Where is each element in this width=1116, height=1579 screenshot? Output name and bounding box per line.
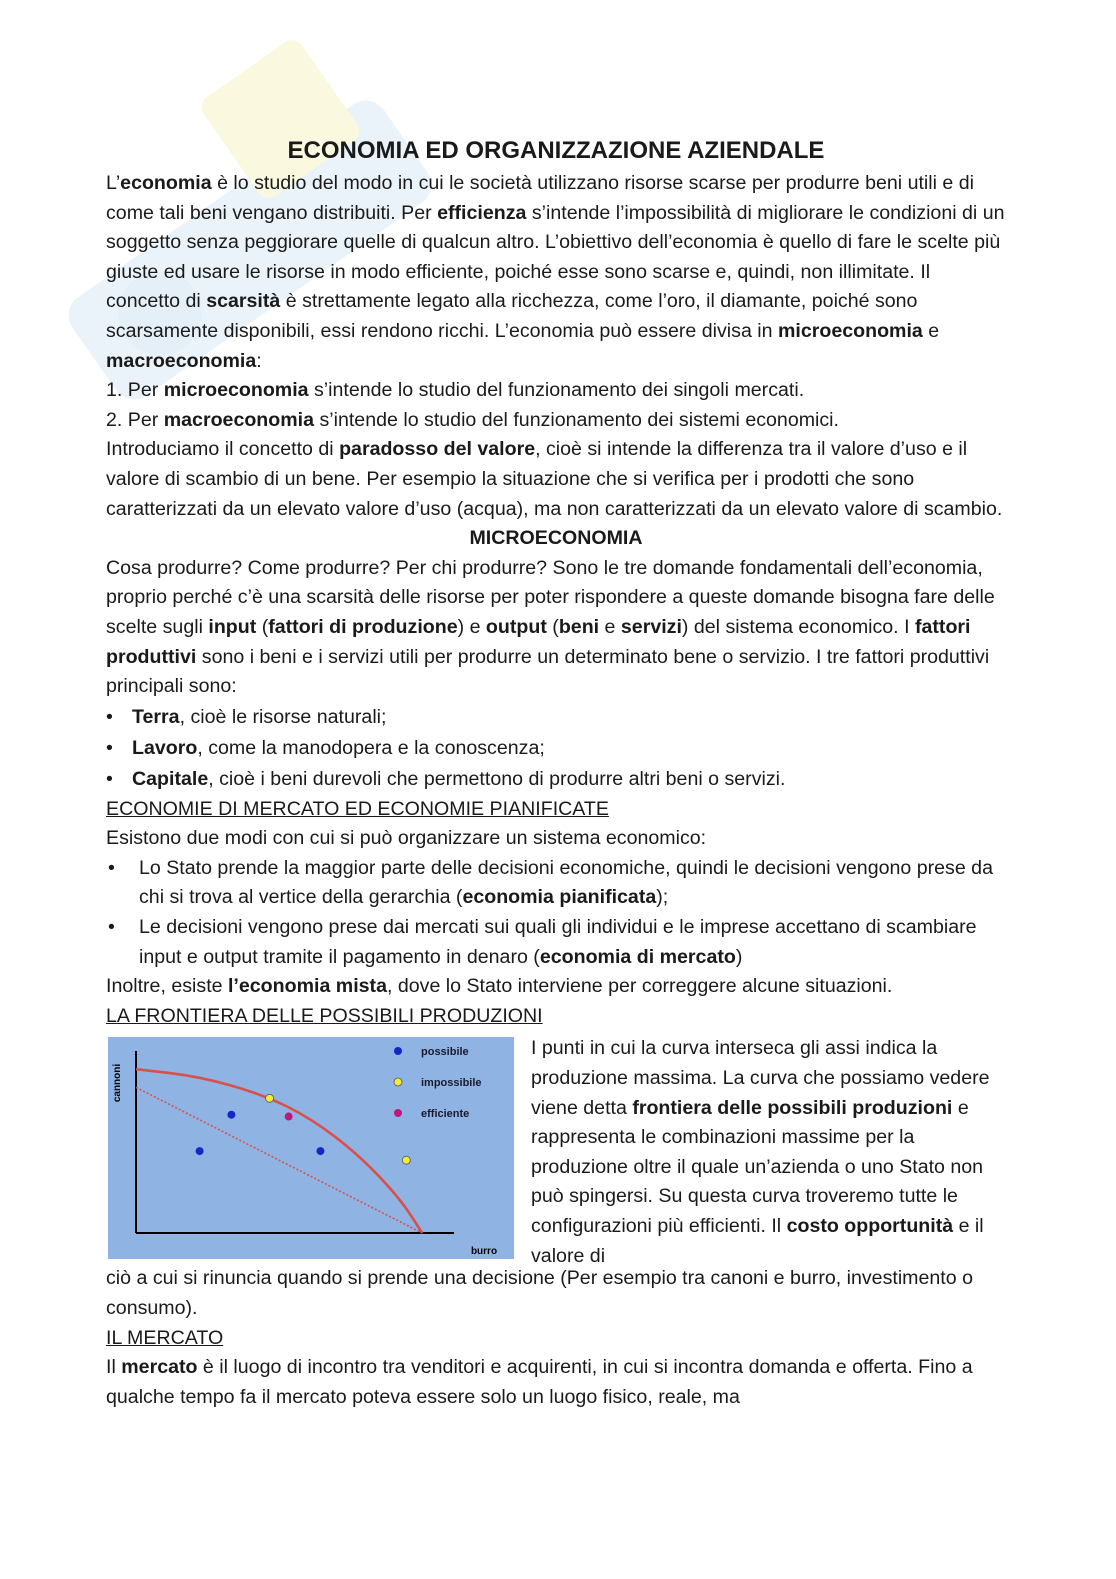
frontier-continuation: ciò a cui si rinuncia quando si prende una decisione (Per esempio tra canoni e burro, investimento o consumo). [106,1267,973,1320]
x-axis-label: burro [470,1246,498,1258]
legend-marker-efficiente [394,1109,402,1117]
legend-label-impossibile: impossibile [421,1077,482,1090]
section-heading-frontiera: LA FRONTIERA DELLE POSSIBILI PRODUZIONI [106,1004,543,1027]
section-heading-economie: ECONOMIE DI MERCATO ED ECONOMIE PIANIFICATE [106,797,609,820]
data-point-efficiente [285,1113,293,1121]
legend-label-efficiente: efficiente [421,1108,470,1121]
frontier-chart [108,1037,514,1259]
frontier-figure-block [106,1034,1006,1276]
document-page [106,135,1006,1412]
market-paragraph: Il mercato è il luogo di incontro tra venditori e acquirenti, in cui si incontra domanda e offerta. Fino a qualche tempo fa il mercato poteva essere solo un luogo fisico, reale, ma [106,1356,973,1408]
data-point-possibile [196,1148,204,1156]
section-heading-mercato: IL MERCATO [106,1326,224,1349]
chart-background [108,1037,514,1259]
data-point-impossibile [266,1095,274,1103]
paradox-paragraph: Introduciamo il concetto di paradosso del valore, cioè si intende la differenza tra il valore d’uso e il valore di scambio di un bene. Per esempio la situazione che si verifica per i prodotti che sono caratterizzati da un elevato valore d’uso (acqua), ma non caratterizzati da un elevato valore di scambio. [106,438,1003,520]
legend-marker-impossibile [394,1078,402,1086]
systems-list [106,854,1006,972]
list-item: • Capitale, cioè i beni durevoli che permettono di produrre altri beni o servizi. [106,764,1006,795]
list-item: • Lo Stato prende la maggior parte delle decisioni economiche, quindi le decisioni vengono prese da chi si trova al vertice della gerarchia (economia pianificata); [106,854,1006,913]
list-item: • Lavoro, come la manodopera e la conoscenza; [106,733,1006,764]
numbered-item-2: 2. Per macroeconomia s’intende lo studio del funzionamento dei sistemi economici. [106,408,839,431]
two-ways-paragraph: Esistono due modi con cui si può organizzare un sistema economico: [106,827,707,850]
data-point-possibile [227,1111,235,1119]
microeconomia-paragraph: Cosa produrre? Come produrre? Per chi produrre? Sono le tre domande fondamentali dell’economia, proprio perché c’è una scarsità delle risorse per poter rispondere a queste domande bisogna fare delle scelte sugli input (fattori di produzione) e output (beni e servizi) del sistema economico. I fattori produttivi sono i beni e i servizi utili per produrre un determinato bene o servizio. I tre fattori produttivi principali sono: [106,556,995,698]
list-item: • Le decisioni vengono prese dai mercati sui quali gli individui e le imprese accettano di scambiare input e output tramite il pagamento in denaro (economia di mercato) [106,913,1006,972]
y-axis-label: cannoni [112,1064,123,1103]
numbered-item-1: 1. Per microeconomia s’intende lo studio del funzionamento dei singoli mercati. [106,379,805,402]
legend-label-possibile: possibile [421,1046,469,1059]
microeconomia-heading: MICROECONOMIA [469,527,643,550]
page-title: ECONOMIA ED ORGANIZZAZIONE AZIENDALE [287,137,825,164]
mixed-economy-paragraph: Inoltre, esiste l’economia mista, dove lo Stato interviene per correggere alcune situazioni. [106,975,893,998]
legend-marker-possibile [394,1047,402,1055]
list-item: • Terra, cioè le risorse naturali; [106,702,1006,733]
data-point-impossibile [402,1157,410,1165]
factors-list [106,702,1006,795]
intro-paragraph: L’economia è lo studio del modo in cui le società utilizzano risorse scarse per produrre beni utili e di come tali beni vengano distribuiti. Per efficienza s’intende l’impossibilità di migliorare le condizioni di un soggetto senza peggiorare quelle di qualcun altro. L’obiettivo dell’economia è quello di fare le scelte più giuste ed usare le risorse in modo efficiente, poiché esse sono scarse e, quindi, non illimitate. Il concetto di scarsità è strettamente legato alla ricchezza, come l’oro, il diamante, poiché sono scarsamente disponibili, essi rendono ricchi. L’economia può essere divisa in microeconomia e macroeconomia: [106,172,1005,372]
data-point-possibile [316,1148,324,1156]
frontier-text: I punti in cui la curva interseca gli assi indica la produzione massima. La curva che possiamo vedere viene detta frontiera delle possibili produzioni e rappresenta le combinazioni massime per la produzione oltre il quale un’azienda o uno Stato non può spingersi. Su questa curva troveremo tutte le configurazioni più efficienti. Il costo opportunità e il valore di [531,1037,990,1267]
